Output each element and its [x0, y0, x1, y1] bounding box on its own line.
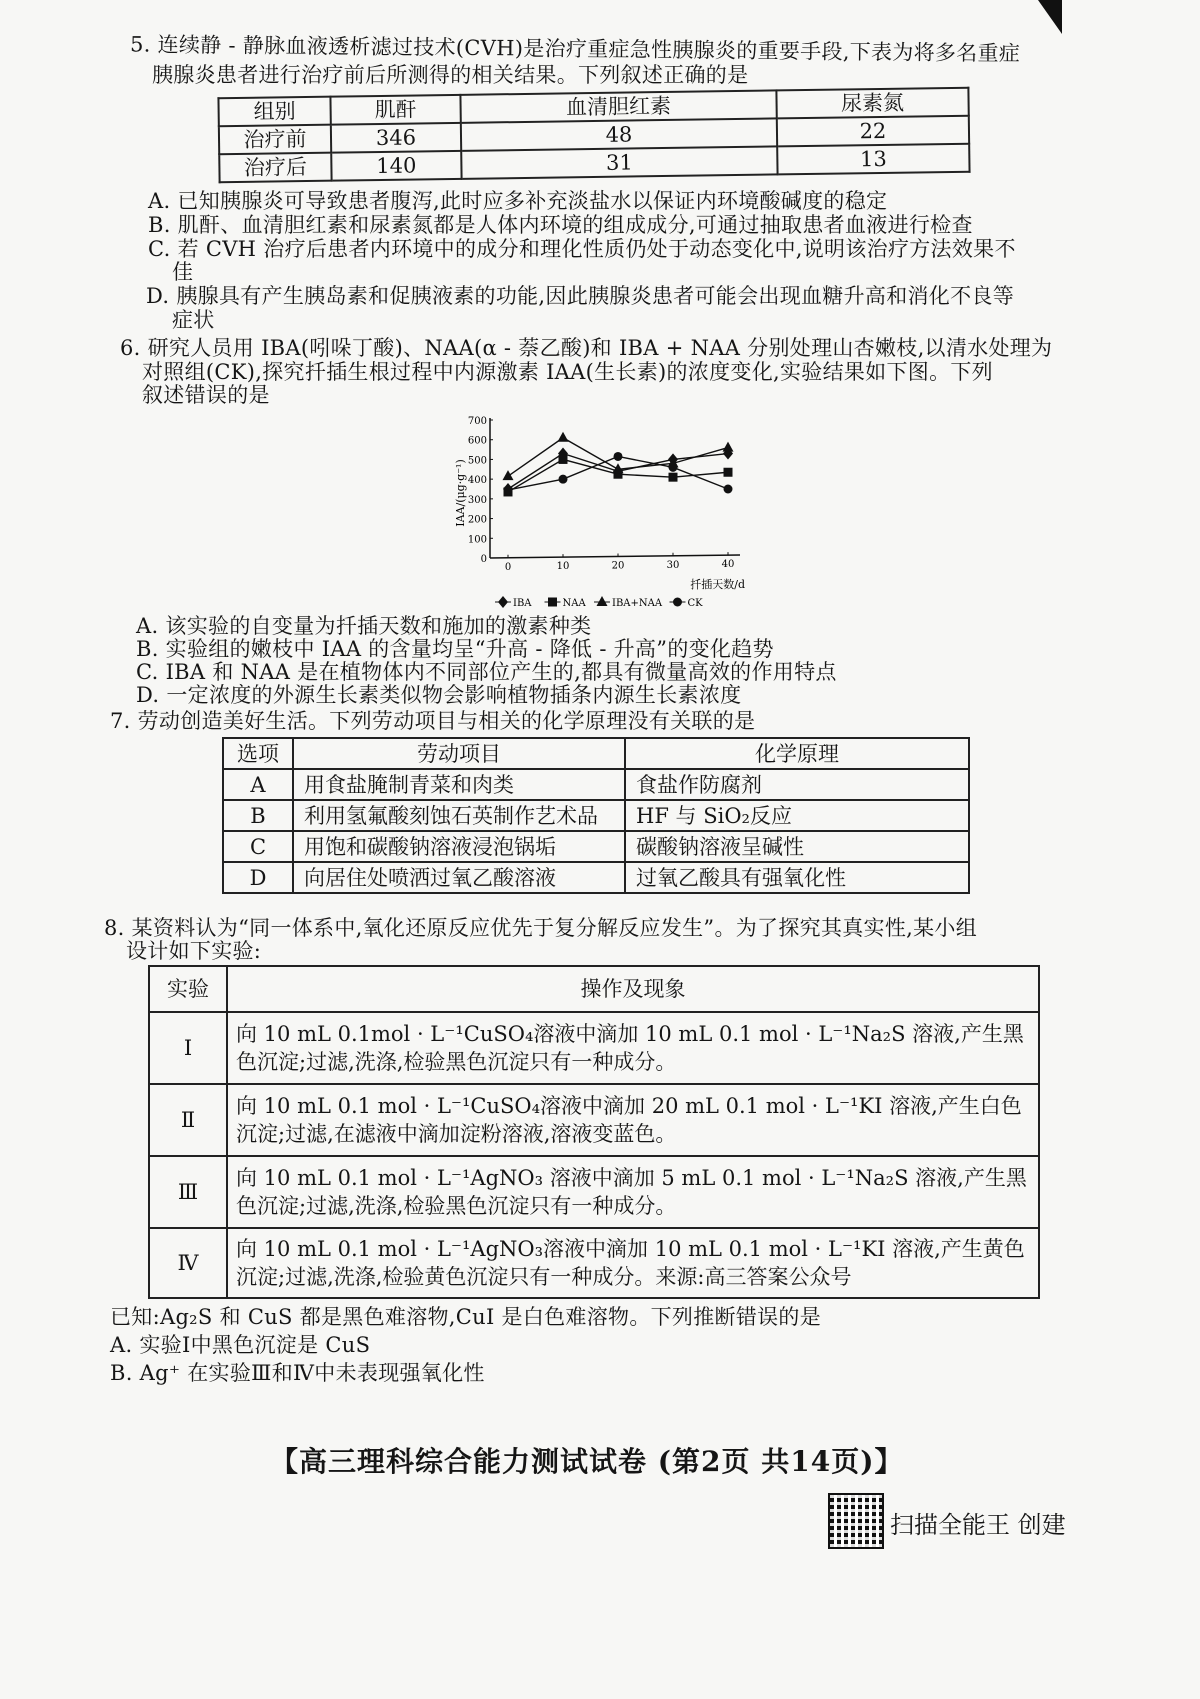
q5-option-c: C. 若 CVH 治疗后患者内环境中的成分和理化性质仍处于动态变化中,说明该治疗方法效果不 — [148, 237, 1016, 261]
x-tick-label: 40 — [721, 559, 735, 571]
cell: Ⅱ — [149, 1084, 227, 1156]
x-tick-label: 0 — [504, 561, 512, 573]
table-row — [149, 1228, 1039, 1298]
cell: D — [223, 862, 293, 893]
table-row — [223, 831, 969, 862]
circle-marker — [724, 485, 733, 494]
legend-diamond-icon — [498, 596, 508, 608]
x-axis-label: 扦插天数/d — [690, 578, 745, 591]
cell: 向 10 mL 0.1 mol · L⁻¹AgNO₃溶液中滴加 10 mL 0.1 mol · L⁻¹KI 溶液,产生黄色沉淀;过滤,洗涤,检验黄色沉淀只有一种成分。来源:高三答案公众号 — [227, 1228, 1039, 1298]
page-footer: 【高三理科综合能力测试试卷 (第2页 共14页)】 — [270, 1445, 904, 1478]
y-tick-label: 600 — [467, 435, 487, 447]
square-marker — [559, 455, 568, 464]
cell: 向 10 mL 0.1 mol · L⁻¹AgNO₃ 溶液中滴加 5 mL 0.1 mol · L⁻¹Na₂S 溶液,产生黑色沉淀;过滤,洗涤,检验黑色沉淀只有一种成分。 — [227, 1156, 1039, 1228]
circle-marker — [504, 485, 513, 494]
x-axis — [490, 555, 740, 558]
x-tick-label: 30 — [666, 559, 680, 571]
legend-label: IBA+NAA — [612, 598, 663, 609]
legend-label: CK — [687, 598, 703, 609]
scan-corner-shadow — [1038, 0, 1062, 34]
scanner-watermark: 扫描全能王 创建 — [890, 1511, 1066, 1539]
legend-triangle-icon — [597, 596, 608, 606]
legend-label: NAA — [562, 598, 586, 609]
header-cell: 肌酐 — [330, 95, 460, 125]
q6-stem-line1: 6. 研究人员用 IBA(吲哚丁酸)、NAA(α - 萘乙酸)和 IBA + NAA 分别处理山杏嫩枝,以清水处理为 — [120, 336, 1053, 360]
cell: 346 — [331, 123, 461, 153]
table-row — [149, 1084, 1039, 1156]
legend-label: IBA — [513, 598, 532, 609]
q6-option-b: B. 实验组的嫩枝中 IAA 的含量均呈“升高 - 降低 - 升高”的变化趋势 — [136, 637, 774, 661]
cell: 治疗后 — [219, 153, 331, 183]
cell: C — [223, 831, 293, 862]
header-cell: 劳动项目 — [293, 738, 625, 769]
cell: A — [223, 769, 293, 800]
cell: Ⅰ — [149, 1012, 227, 1084]
q5-table — [217, 87, 970, 183]
q5-option-b: B. 肌酐、血清胆红素和尿素氮都是人体内环境的组成成分,可通过抽取患者血液进行检查 — [148, 213, 973, 237]
y-axis-label: IAA/(μg·g⁻¹) — [454, 459, 467, 527]
q5-stem-line2: 胰腺炎患者进行治疗前后所测得的相关结果。下列叙述正确的是 — [152, 63, 749, 87]
cell: 48 — [461, 118, 777, 150]
cell: Ⅳ — [149, 1228, 227, 1298]
q6-stem-line3: 叙述错误的是 — [142, 383, 270, 407]
table-row — [223, 800, 969, 831]
q7-stem: 7. 劳动创造美好生活。下列劳动项目与相关的化学原理没有关联的是 — [110, 709, 756, 733]
cell: Ⅲ — [149, 1156, 227, 1228]
legend-square-icon — [548, 598, 557, 607]
y-tick-label: 700 — [467, 416, 487, 427]
y-tick-label: 500 — [467, 455, 487, 467]
y-tick-label: 300 — [467, 494, 487, 506]
cell: 治疗前 — [219, 125, 331, 155]
q8-table — [148, 965, 1040, 1299]
q8-stem-line1: 8. 某资料认为“同一体系中,氧化还原反应优先于复分解反应发生”。为了探究其真实性,某小组 — [104, 916, 978, 940]
q5-option-d: D. 胰腺具有产生胰岛素和促胰液素的功能,因此胰腺炎患者可能会出现血糖升高和消化不良等 — [146, 284, 1015, 308]
header-cell: 化学原理 — [625, 738, 969, 769]
table-header-row — [149, 966, 1039, 1012]
header-cell: 选项 — [223, 738, 293, 769]
y-tick-label: 200 — [467, 514, 487, 526]
iaa-line-chart — [440, 408, 770, 612]
circle-marker — [559, 475, 568, 484]
cell: 向 10 mL 0.1mol · L⁻¹CuSO₄溶液中滴加 10 mL 0.1 mol · L⁻¹Na₂S 溶液,产生黑色沉淀;过滤,洗涤,检验黑色沉淀只有一种成分。 — [227, 1012, 1039, 1084]
header-cell: 实验 — [149, 966, 227, 1012]
q6-option-c: C. IBA 和 NAA 是在植物体内不同部位产生的,都具有微量高效的作用特点 — [136, 660, 837, 684]
q5-stem-line1: 5. 连续静 - 静脉血液透析滤过技术(CVH)是治疗重症急性胰腺炎的重要手段,下表为将多名重症 — [129, 32, 1021, 66]
cell: B — [223, 800, 293, 831]
table-row — [223, 862, 969, 893]
x-tick-label: 10 — [556, 561, 570, 573]
q6-stem-line2: 对照组(CK),探究扦插生根过程中内源激素 IAA(生长素)的浓度变化,实验结果如下图。下列 — [142, 360, 993, 384]
circle-marker — [614, 452, 623, 461]
q8-stem-line2: 设计如下实验: — [126, 939, 262, 963]
circle-marker — [669, 463, 678, 472]
table-header-row — [223, 738, 969, 769]
header-cell: 血清胆红素 — [460, 90, 776, 122]
header-cell: 操作及现象 — [227, 966, 1039, 1012]
cell: 碳酸钠溶液呈碱性 — [625, 831, 969, 862]
cell: 食盐作防腐剂 — [625, 769, 969, 800]
square-marker — [669, 473, 678, 482]
q8-known: 已知:Ag₂S 和 CuS 都是黑色难溶物,CuI 是白色难溶物。下列推断错误的是 — [110, 1305, 822, 1329]
cell: 过氧乙酸具有强氧化性 — [625, 862, 969, 893]
cell: HF 与 SiO₂反应 — [625, 800, 969, 831]
cell: 向居住处喷洒过氧乙酸溶液 — [293, 862, 625, 893]
q8-option-a: A. 实验Ⅰ中黑色沉淀是 CuS — [110, 1333, 371, 1357]
triangle-marker — [503, 470, 514, 480]
header-cell: 组别 — [218, 97, 330, 127]
q8-option-b: B. Ag⁺ 在实验Ⅲ和Ⅳ中未表现强氧化性 — [110, 1361, 485, 1385]
cell: 22 — [777, 116, 969, 147]
table-row — [223, 769, 969, 800]
table-row — [149, 1156, 1039, 1228]
q6-option-d: D. 一定浓度的外源生长素类似物会影响植物插条内源生长素浓度 — [136, 683, 742, 707]
q5-option-c-cont: 佳 — [172, 260, 194, 284]
q7-table — [222, 737, 970, 894]
legend-circle-icon — [673, 598, 682, 607]
cell: 向 10 mL 0.1 mol · L⁻¹CuSO₄溶液中滴加 20 mL 0.1 mol · L⁻¹KI 溶液,产生白色沉淀;过滤,在滤液中滴加淀粉溶液,溶液变蓝色。 — [227, 1084, 1039, 1156]
header-cell: 尿素氮 — [776, 88, 968, 119]
q6-option-a: A. 该实验的自变量为扦插天数和施加的激素种类 — [136, 614, 592, 638]
triangle-marker — [723, 442, 734, 452]
table-row — [149, 1012, 1039, 1084]
q5-option-a: A. 已知胰腺炎可导致患者腹泻,此时应多补充淡盐水以保证内环境酸碱度的稳定 — [148, 189, 888, 213]
qr-code-icon — [830, 1495, 882, 1547]
y-tick-label: 100 — [467, 534, 487, 546]
cell: 用食盐腌制青菜和肉类 — [293, 769, 625, 800]
cell: 140 — [331, 151, 461, 181]
y-tick-label: 0 — [480, 554, 487, 565]
x-tick-label: 20 — [611, 560, 625, 572]
y-tick-label: 400 — [467, 475, 487, 487]
cell: 13 — [777, 144, 969, 175]
q5-option-d-cont: 症状 — [172, 308, 215, 332]
triangle-marker — [558, 432, 569, 442]
cell: 用饱和碳酸钠溶液浸泡锅垢 — [293, 831, 625, 862]
square-marker — [724, 468, 733, 477]
cell: 利用氢氟酸刻蚀石英制作艺术品 — [293, 800, 625, 831]
cell: 31 — [461, 146, 777, 178]
